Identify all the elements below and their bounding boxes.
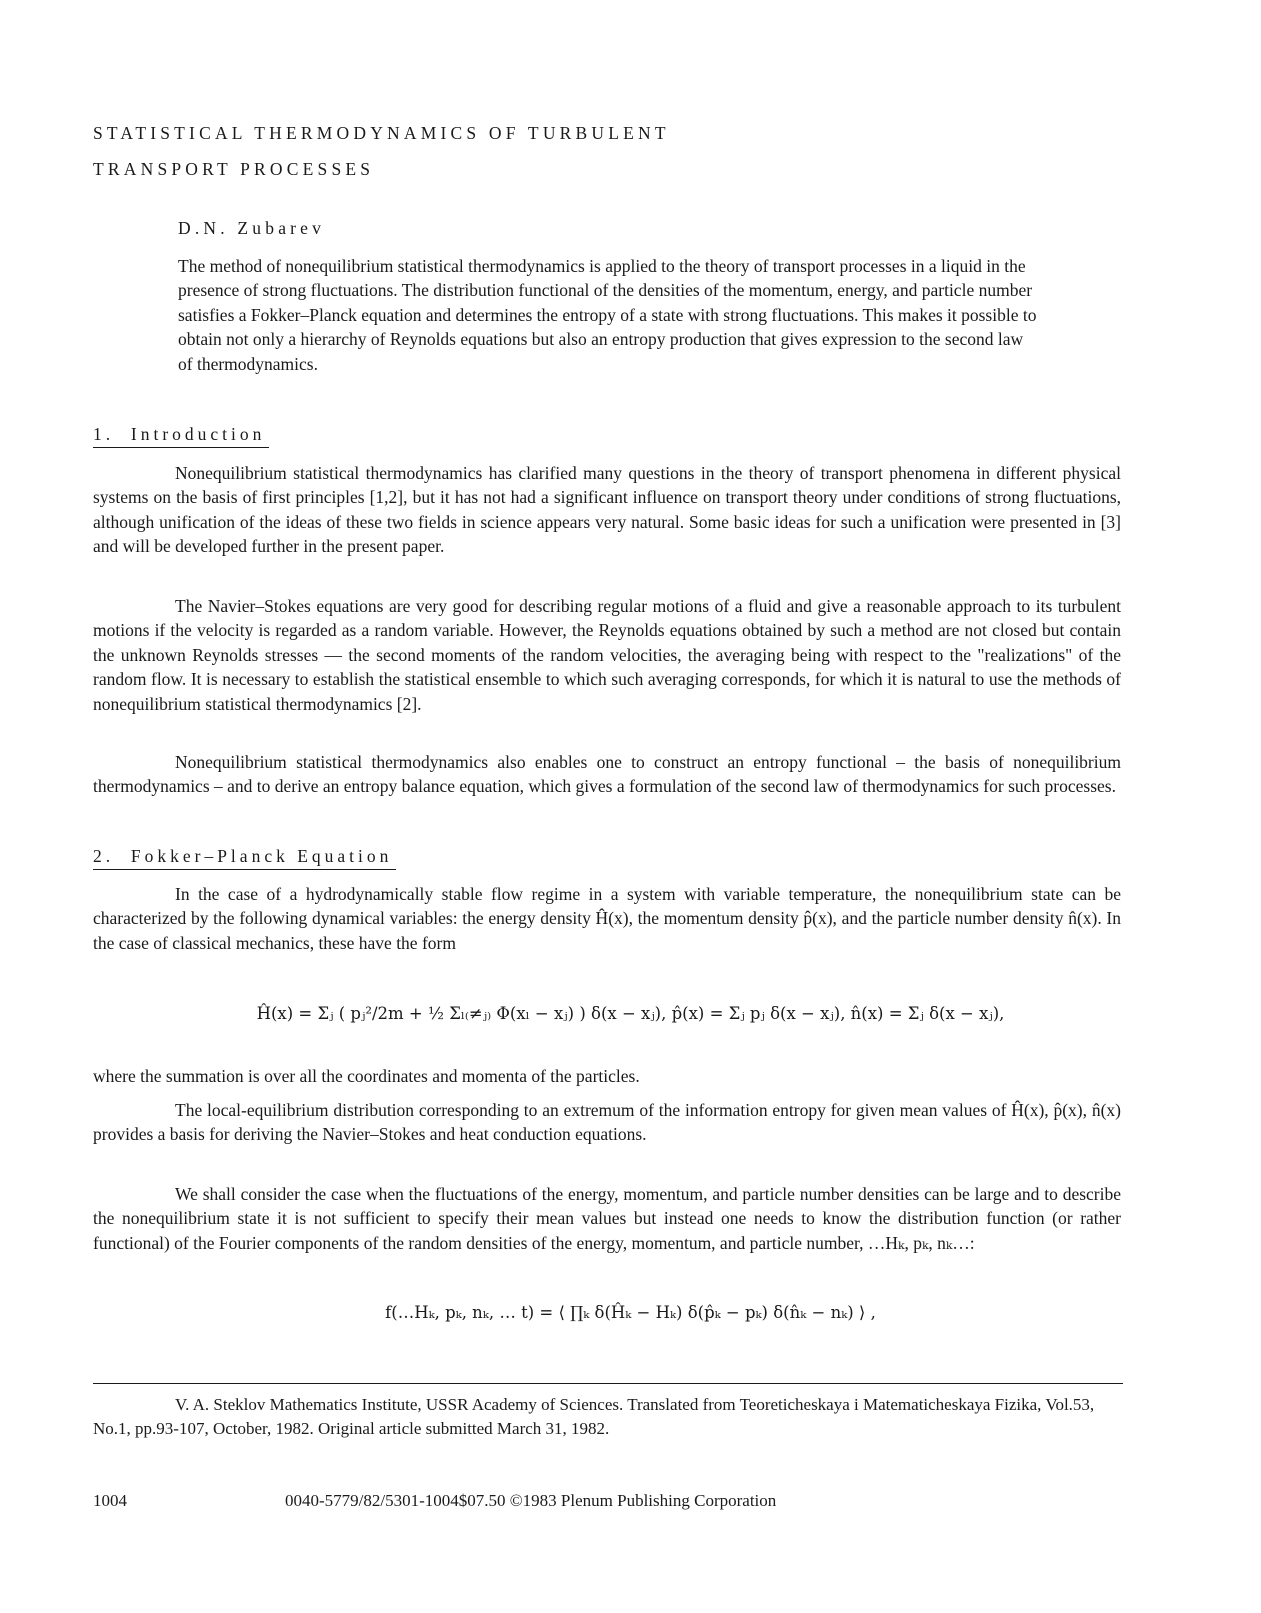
intro-paragraph-3: Nonequilibrium statistical thermodynamics also enables one to construct an entropy functional – the basis of nonequilibrium thermodynamics – and to derive an entropy balance equation, which gives a formulation of the second law of thermodynamics for such processes. (93, 752, 1121, 797)
fp-paragraph-2: where the summation is over all the coordinates and momenta of the particles. (93, 1066, 640, 1086)
section-1-heading-text: 1. Introduction (93, 424, 266, 444)
author: D.N. Zubarev (178, 218, 326, 238)
fp-paragraph-1: In the case of a hydrodynamically stable flow regime in a system with variable temperature, the nonequilibrium state can be characterized by the following dynamical variables: the energy density Ĥ(x), the momentum density p̂(x), and the particle number density n̂(x). In the case of classical mechanics, these have the form (93, 884, 1121, 953)
fp-paragraph-3: The local-equilibrium distribution corresponding to an extremum of the information entropy for given mean values of Ĥ(x), p̂(x), n̂(x) provides a basis for deriving the Navier–Stokes and heat conduction equations. (93, 1100, 1121, 1145)
section-2-heading-text: 2. Fokker–Planck Equation (93, 846, 393, 866)
page-number: 1004 (93, 1491, 127, 1510)
intro-paragraph-2: The Navier–Stokes equations are very good for describing regular motions of a fluid and give a reasonable approach to its turbulent motions if the velocity is regarded as a random variable. However, the Reynolds equations obtained by such a method are not closed but contain the unknown Reynolds stresses — the second moments of the random velocities, the averaging being with respect to the "realizations" of the random flow. It is necessary to establish the statistical ensemble to which such averaging corresponds, for which it is natural to use the methods of nonequilibrium statistical thermodynamics [2]. (93, 596, 1121, 714)
section-1-underline (93, 447, 269, 448)
fp-paragraph-4: We shall consider the case when the fluctuations of the energy, momentum, and particle number densities can be large and to describe the nonequilibrium state it is not sufficient to specify their mean values but instead one needs to know the distribution function (or rather functional) of the Fourier components of the random densities of the energy, momentum, and particle number, …Hₖ, pₖ, nₖ…: (93, 1184, 1121, 1253)
footnote: V. A. Steklov Mathematics Institute, USSR Academy of Sciences. Translated from Teoreticheskaya i Matematicheskaya Fizika, Vol.53, No.1, pp.93-107, October, 1982. Original article submitted March 31, 1982. (93, 1395, 1095, 1439)
section-2-underline (93, 869, 396, 870)
section-2-heading (93, 846, 392, 867)
section-1-heading (93, 424, 265, 445)
abstract: The method of nonequilibrium statistical thermodynamics is applied to the theory of transport processes in a liquid in the presence of strong fluctuations. The distribution functional of the densities of the momentum, energy, and particle number satisfies a Fokker–Planck equation and determines the entropy of a state with strong fluctuations. This makes it possible to obtain not only a hierarchy of Reynolds equations but also an entropy production that gives expression to the second law of thermodynamics. (178, 256, 1037, 374)
title-line-2: TRANSPORT PROCESSES (93, 159, 375, 179)
footnote-rule (93, 1383, 1123, 1384)
publication-info: 0040-5779/82/5301-1004$07.50 ©1983 Plenum Publishing Corporation (285, 1491, 777, 1510)
equation-distribution: f(…Hₖ, pₖ, nₖ, … t) = ⟨ ∏ₖ δ(Ĥₖ − Hₖ) δ(p̂ₖ − pₖ) δ(n̂ₖ − nₖ) ⟩ , (385, 1303, 876, 1322)
title-line-1: STATISTICAL THERMODYNAMICS OF TURBULENT (93, 123, 670, 143)
equation-densities: Ĥ(x) = Σⱼ ( pⱼ²/2m + ½ Σₗ₍≠ⱼ₎ Φ(xₗ − xⱼ) ) δ(x − xⱼ), p̂(x) = Σⱼ pⱼ δ(x − xⱼ), n̂(x) = Σⱼ δ(x − xⱼ), (256, 1004, 1005, 1023)
intro-paragraph-1: Nonequilibrium statistical thermodynamics has clarified many questions in the theory of transport phenomena in different physical systems on the basis of first principles [1,2], but it has not had a significant influence on transport theory under conditions of strong fluctuations, although unification of the ideas of these two fields in science appears very natural. Some basic ideas for such a unification were presented in [3] and will be developed further in the present paper. (93, 463, 1121, 557)
